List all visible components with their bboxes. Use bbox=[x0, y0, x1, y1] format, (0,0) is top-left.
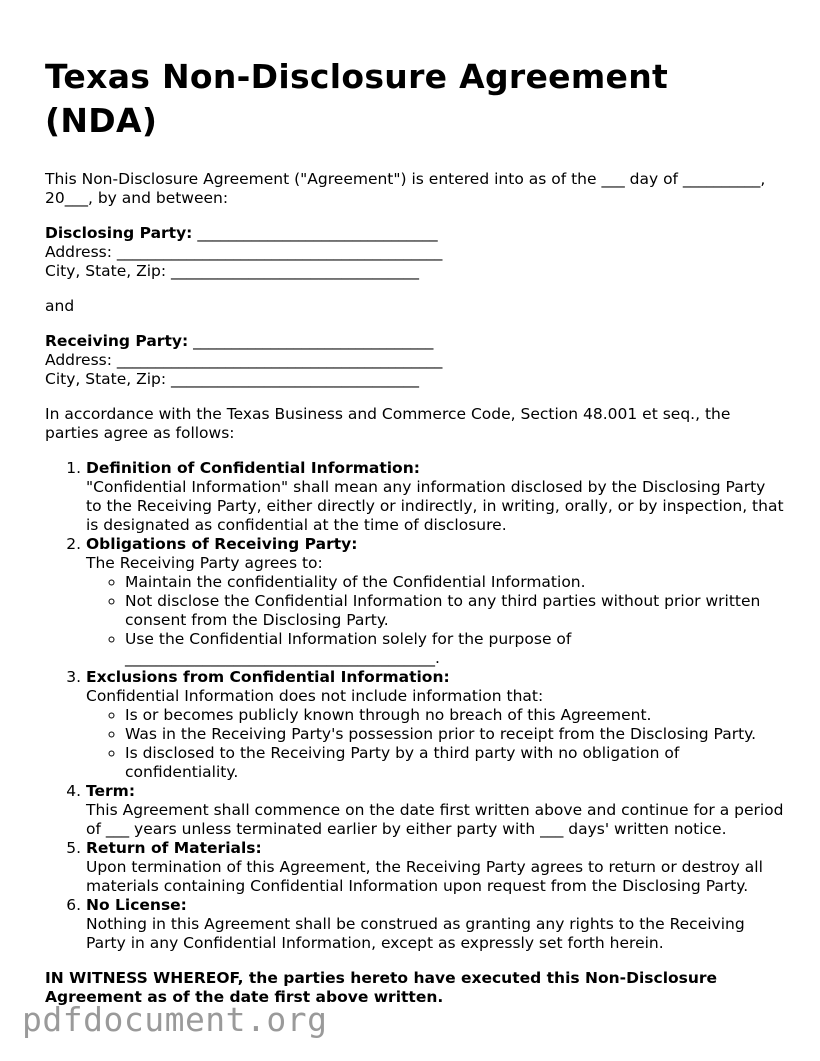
disclosing-party-address: Address: __________________________________________ bbox=[45, 243, 443, 261]
section-exclusions bbox=[86, 668, 785, 782]
section-term bbox=[86, 782, 785, 839]
closing-statement: IN WITNESS WHEREOF, the parties hereto have executed this Non-Disclosure Agreement as of the date first above written. bbox=[45, 969, 718, 1006]
intro-paragraph: This Non-Disclosure Agreement ("Agreement") is entered into as of the ___ day of __________, 20___, by and between: bbox=[45, 170, 766, 207]
section-title: 1. Definition of Confidential Information: bbox=[86, 459, 420, 477]
list-item: ◦ Is or becomes publicly known through no breach of this Agreement. bbox=[125, 706, 785, 725]
receiving-party-address: Address: __________________________________________ bbox=[45, 351, 443, 369]
obligations-bullets bbox=[86, 573, 785, 668]
lead-paragraph: In accordance with the Texas Business and Commerce Code, Section 48.001 et seq., the parties agree as follows: bbox=[45, 405, 731, 442]
receiving-party-label: Receiving Party: bbox=[45, 332, 189, 350]
list-item: ◦ Use the Confidential Information solely for the purpose of ________________________________________. bbox=[125, 630, 785, 668]
section-body: "Confidential Information" shall mean any information disclosed by the Disclosing Party to the Receiving Party, either directly or indirectly, in writing, orally, or by inspection, that is designated as confidential at the time of disclosure. bbox=[86, 478, 784, 534]
receiving-party-block bbox=[45, 332, 785, 389]
section-title: 3. Exclusions from Confidential Information: bbox=[86, 668, 450, 686]
section-no-license bbox=[86, 896, 785, 953]
receiving-party-city: City, State, Zip: ________________________________ bbox=[45, 370, 420, 388]
section-title: 4. Term: bbox=[86, 782, 136, 800]
section-body: This Agreement shall commence on the date first written above and continue for a period of ___ years unless terminated earlier by either party with ___ days' written notice. bbox=[86, 801, 784, 838]
section-body: Upon termination of this Agreement, the Receiving Party agrees to return or destroy all materials containing Confidential Information upon request from the Disclosing Party. bbox=[86, 858, 763, 895]
and-conjunction: and bbox=[45, 297, 75, 315]
section-title: 2. Obligations of Receiving Party: bbox=[86, 535, 358, 553]
list-item: ◦ Maintain the confidentiality of the Confidential Information. bbox=[125, 573, 785, 592]
document-title: Texas Non-Disclosure Agreement (NDA) bbox=[45, 57, 669, 140]
disclosing-party-city: City, State, Zip: ________________________________ bbox=[45, 262, 420, 280]
section-definition bbox=[86, 459, 785, 535]
disclosing-party-line bbox=[45, 224, 785, 243]
disclosing-party-block bbox=[45, 224, 785, 281]
exclusions-bullets bbox=[86, 706, 785, 782]
sections-list bbox=[45, 459, 785, 953]
watermark-logo: pdfdocument.org bbox=[22, 1000, 328, 1039]
list-item: ◦ Is disclosed to the Receiving Party by a third party with no obligation of confidentiality. bbox=[125, 744, 785, 782]
section-obligations bbox=[86, 535, 785, 668]
disclosing-party-label: Disclosing Party: bbox=[45, 224, 193, 242]
section-return-of-materials bbox=[86, 839, 785, 896]
section-body: The Receiving Party agrees to: bbox=[86, 554, 323, 572]
section-body: Confidential Information does not include information that: bbox=[86, 687, 544, 705]
receiving-party-name-blank: _______________________________ bbox=[188, 332, 434, 350]
document-page bbox=[45, 55, 785, 1007]
list-item: ◦ Not disclose the Confidential Information to any third parties without prior written consent from the Disclosing Party. bbox=[125, 592, 785, 630]
receiving-party-line bbox=[45, 332, 785, 351]
section-title: 5. Return of Materials: bbox=[86, 839, 262, 857]
disclosing-party-name-blank: _______________________________ bbox=[192, 224, 438, 242]
section-title: 6. No License: bbox=[86, 896, 187, 914]
list-item: ◦ Was in the Receiving Party's possession prior to receipt from the Disclosing Party. bbox=[125, 725, 785, 744]
section-body: Nothing in this Agreement shall be construed as granting any rights to the Receiving Party in any Confidential Information, except as expressly set forth herein. bbox=[86, 915, 745, 952]
